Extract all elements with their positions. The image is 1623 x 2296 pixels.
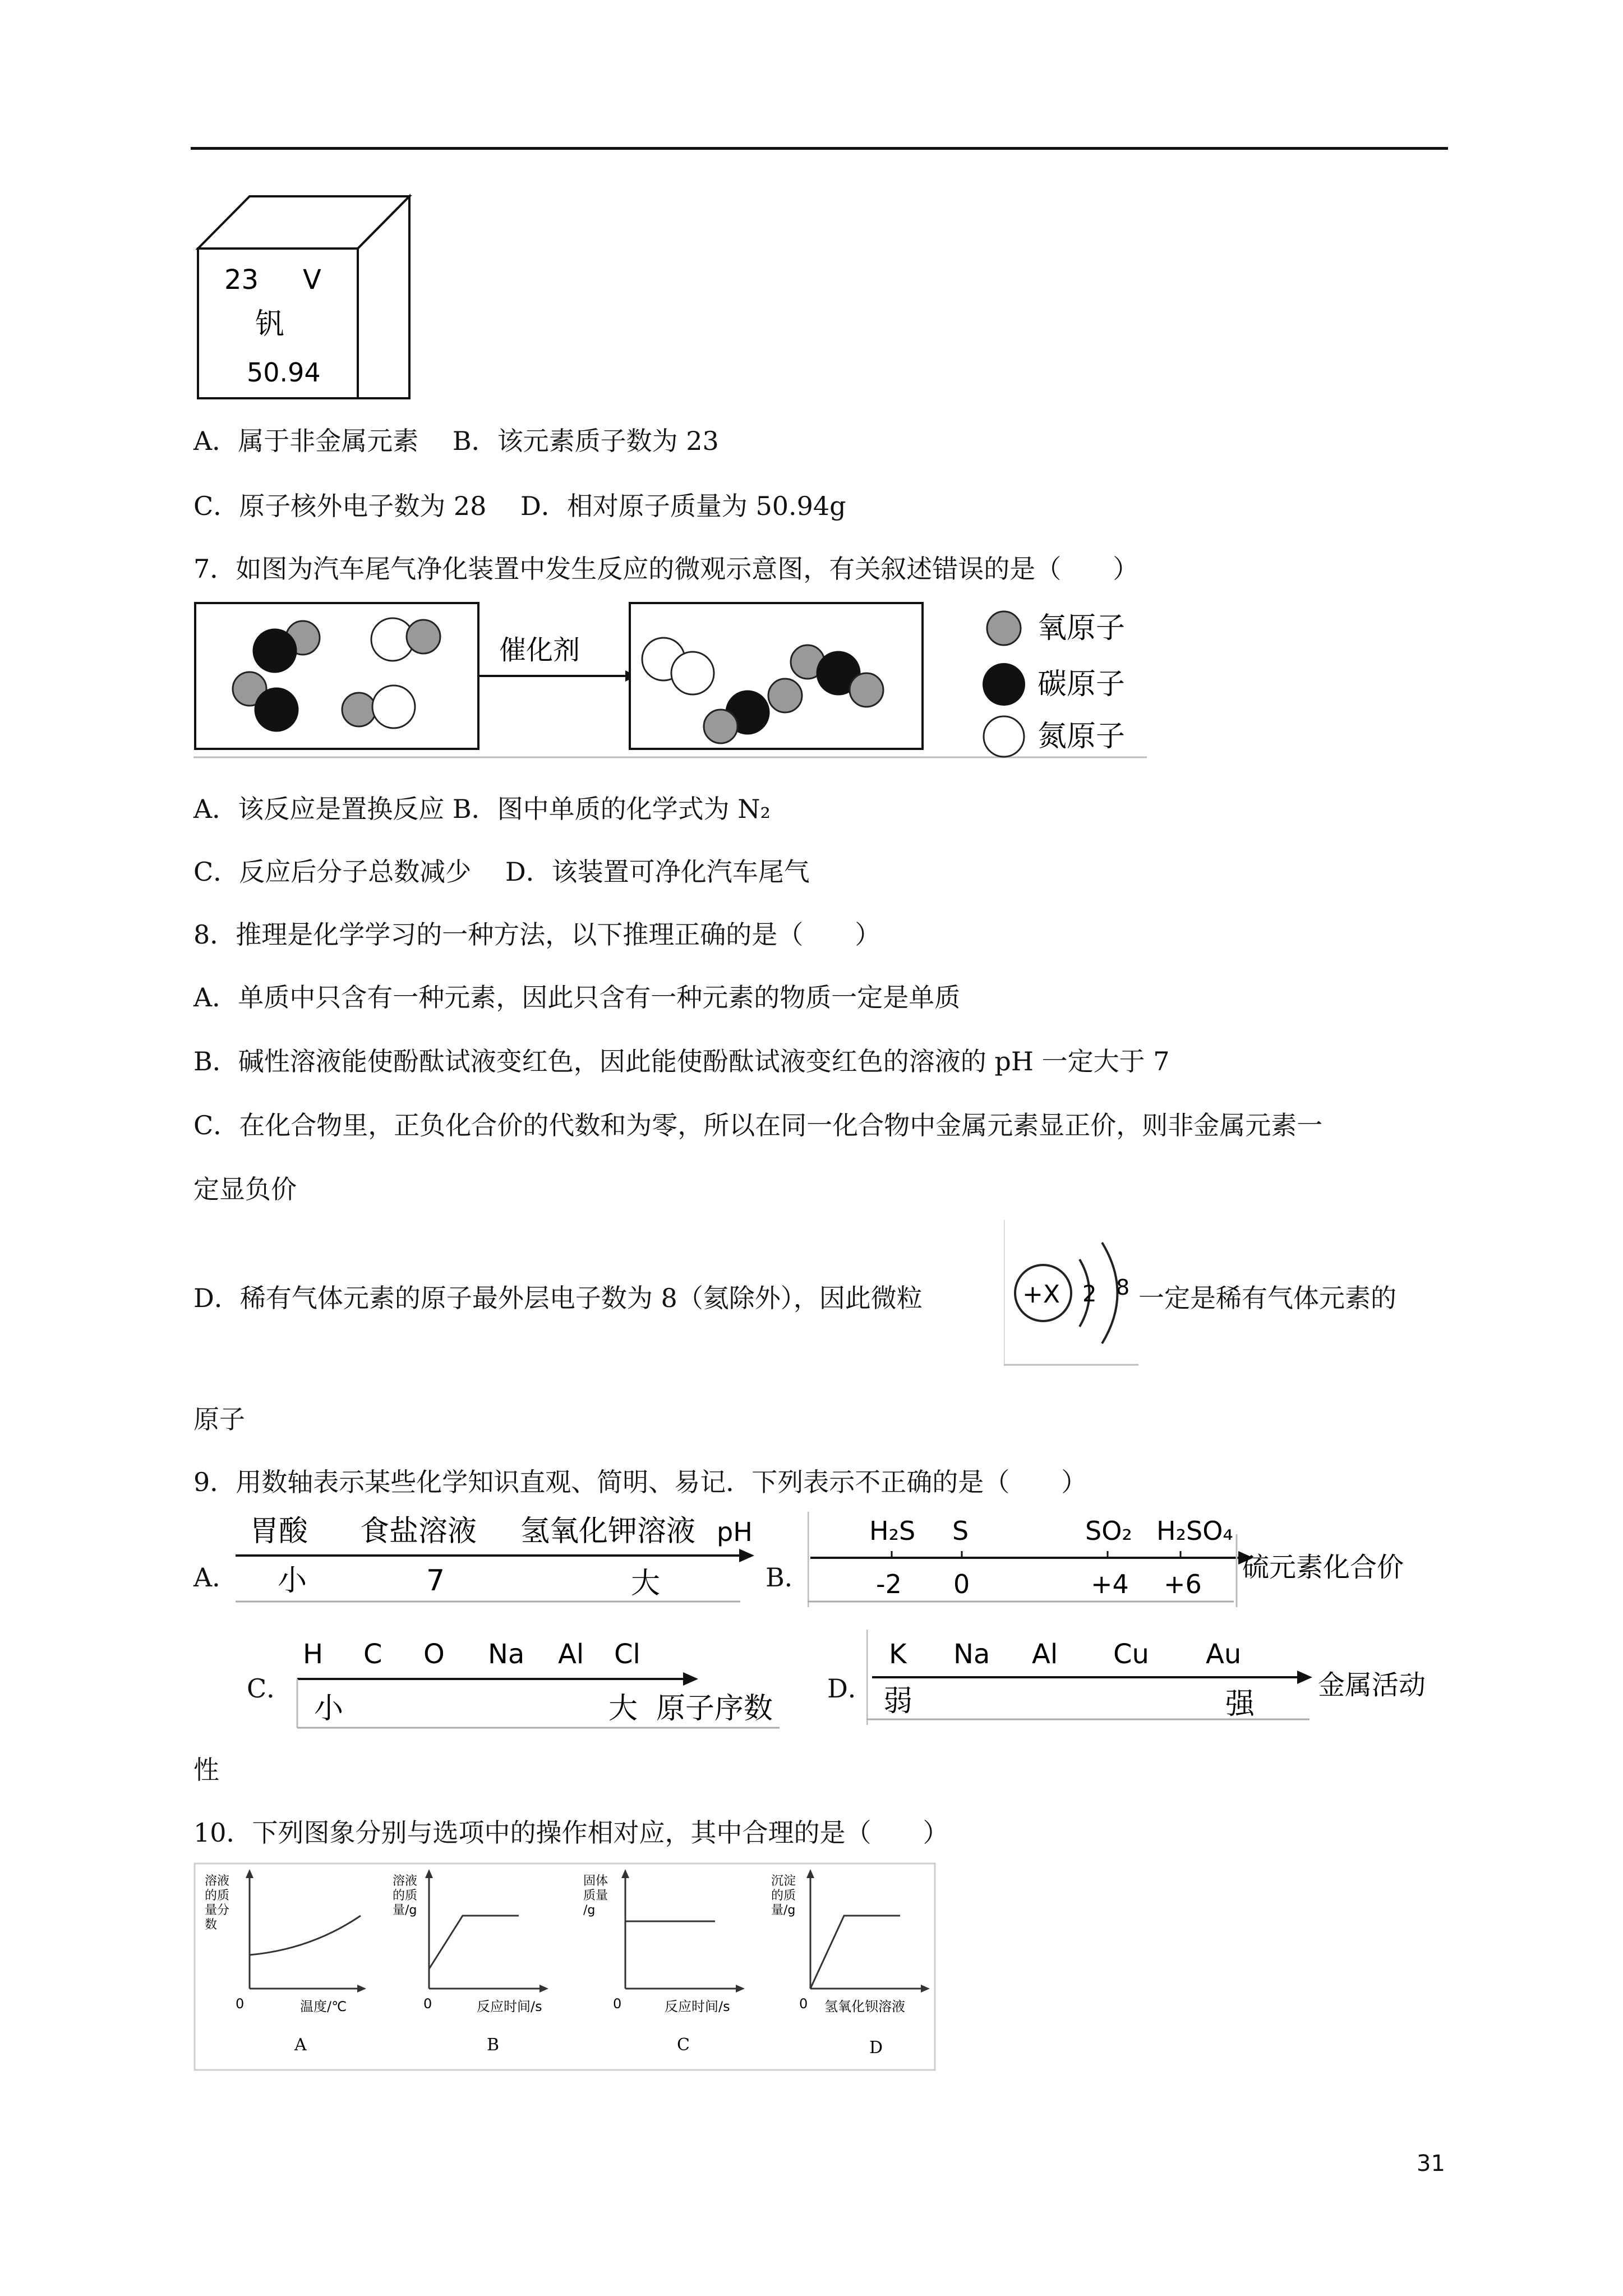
graph-a-ylabel: 溶液 <box>205 1874 230 1888</box>
axis-b-bottom: +6 <box>1164 1569 1202 1599</box>
q9-caption-wrap: 性 <box>193 1755 219 1785</box>
axis-d-caption: 金属活动 <box>1318 1669 1426 1701</box>
axis-b-bottom: -2 <box>876 1569 902 1599</box>
axis-a-label: 食盐溶液 <box>360 1515 477 1548</box>
axis-c-label: Al <box>558 1639 584 1670</box>
element-symbol: V <box>303 264 321 296</box>
axis-d-bottom: 弱 <box>883 1685 913 1718</box>
graph-c-label: C <box>677 2035 690 2055</box>
q8-option-b: B．碱性溶液能使酚酞试液变红色，因此能使酚酞试液变红色的溶液的 pH 一定大于 7 <box>193 1046 1170 1076</box>
header-rule <box>191 147 1448 150</box>
q8-option-c-line1: C．在化合物里，正负化合价的代数和为零，所以在同一化合物中金属元素显正价，则非金属元素一 <box>193 1110 1323 1140</box>
q8-option-d-end: 原子 <box>193 1404 245 1434</box>
axis-c-caption: 原子序数 <box>656 1692 773 1726</box>
axis-c-label: Cl <box>614 1639 640 1670</box>
axis-c-bottom: 小 <box>314 1692 344 1726</box>
axis-c-bottom: 大 <box>608 1692 638 1726</box>
axis-a-bottom: 大 <box>631 1567 661 1600</box>
axis-d-label: K <box>889 1639 907 1670</box>
axis-c-label: C <box>363 1639 382 1670</box>
q9-axis-c <box>292 1630 785 1736</box>
graph-a-origin: 0 <box>236 1996 245 2012</box>
q6-options-cd: C．原子核外电子数为 28 D．相对原子质量为 50.94g <box>193 491 846 521</box>
axis-b-label: SO₂ <box>1085 1516 1132 1546</box>
graph-b-label: B <box>487 2035 500 2055</box>
axis-d-bottom: 强 <box>1225 1687 1255 1721</box>
graph-a-ylabel: 量分 <box>205 1903 230 1917</box>
q9-c-letter: C． <box>247 1673 293 1704</box>
q8-option-d-suffix: 一定是稀有气体元素的 <box>1138 1283 1396 1313</box>
legend-nitrogen-label: 氮原子 <box>1038 720 1126 753</box>
axis-c-label: O <box>423 1639 445 1670</box>
graph-d-ylabel: 的质 <box>771 1889 796 1903</box>
axis-b-caption: 硫元素化合价 <box>1242 1552 1404 1583</box>
legend-nitrogen <box>984 716 1024 757</box>
q9-axis-d <box>866 1630 1427 1736</box>
q9-stem: 9．用数轴表示某些化学知识直观、简明、易记．下列表示不正确的是（ ） <box>193 1467 1087 1497</box>
axis-d-label: Cu <box>1113 1639 1149 1670</box>
axis-d-label: Au <box>1206 1639 1242 1670</box>
legend-oxygen-label: 氧原子 <box>1038 611 1126 645</box>
graph-d-ylabel: 量/g <box>771 1903 796 1917</box>
graph-c-origin: 0 <box>613 1996 622 2012</box>
graph-d-origin: 0 <box>799 1996 808 2012</box>
graph-c-ylabel: 质量 <box>583 1889 608 1903</box>
graph-c-xlabel: 反应时间/s <box>665 1999 730 2014</box>
shell-1-count: 2 <box>1082 1281 1097 1307</box>
reaction-diagram <box>193 597 1147 771</box>
legend-carbon-label: 碳原子 <box>1038 668 1126 701</box>
graph-c-ylabel: 固体 <box>583 1874 608 1888</box>
q7-options-ab: A．该反应是置换反应 B．图中单质的化学式为 N₂ <box>193 794 771 824</box>
graph-b-xlabel: 反应时间/s <box>477 1999 542 2014</box>
axis-b-bottom: 0 <box>953 1569 970 1599</box>
axis-a-bottom: 小 <box>278 1564 307 1598</box>
legend-oxygen <box>987 611 1021 645</box>
catalyst-label: 催化剂 <box>499 634 580 666</box>
particle-structure-diagram <box>1004 1220 1138 1366</box>
q6-options-ab: A．属于非金属元素 B．该元素质子数为 23 <box>193 426 719 456</box>
graph-d-label: D <box>869 2038 883 2058</box>
q7-stem: 7．如图为汽车尾气净化装置中发生反应的微观示意图，有关叙述错误的是（ ） <box>193 554 1139 584</box>
q8-option-d-prefix: D．稀有气体元素的原子最外层电子数为 8（氦除外），因此微粒 <box>193 1283 923 1313</box>
graph-a-xlabel: 温度/℃ <box>300 1999 347 2014</box>
element-mass: 50.94 <box>247 357 321 388</box>
legend-carbon <box>983 663 1025 706</box>
q8-option-c-line2: 定显负价 <box>193 1174 297 1204</box>
axis-a-label: 胃酸 <box>250 1515 308 1548</box>
q9-axis-a <box>236 1512 763 1607</box>
element-card <box>193 191 418 404</box>
q9-b-letter: B． <box>766 1562 810 1593</box>
element-name: 钒 <box>255 307 285 341</box>
axis-d-label: Al <box>1032 1639 1058 1670</box>
q9-axis-b <box>808 1512 1424 1607</box>
axis-b-label: S <box>952 1516 969 1546</box>
nucleus-charge: +X <box>1022 1280 1061 1309</box>
q10-stem: 10．下列图象分别与选项中的操作相对应，其中合理的是（ ） <box>193 1818 949 1848</box>
q9-d-letter: D． <box>827 1673 874 1704</box>
axis-c-label: Na <box>488 1639 525 1670</box>
graph-d-ylabel: 沉淀 <box>771 1874 796 1888</box>
graph-b-ylabel: 的质 <box>393 1889 418 1903</box>
q8-stem: 8．推理是化学学习的一种方法，以下推理正确的是（ ） <box>193 919 881 950</box>
graph-a-ylabel: 数 <box>205 1918 218 1932</box>
graph-b-origin: 0 <box>423 1996 432 2012</box>
graph-d-xlabel: 氢氧化钡溶液 <box>824 1999 905 2014</box>
axis-b-bottom: +4 <box>1091 1569 1129 1599</box>
axis-b-label: H₂SO₄ <box>1156 1516 1233 1546</box>
graph-b-ylabel: 量/g <box>393 1903 417 1917</box>
q10-graphs <box>193 1862 939 2076</box>
axis-a-label: 氢氧化钾溶液 <box>520 1515 696 1548</box>
axis-b-label: H₂S <box>869 1516 916 1546</box>
graph-b-ylabel: 溶液 <box>393 1874 418 1888</box>
graph-a-label: A <box>294 2035 307 2055</box>
graph-c-ylabel: /g <box>583 1903 596 1917</box>
axis-a-end-label: pH <box>717 1517 753 1547</box>
axis-d-label: Na <box>953 1639 990 1670</box>
element-number: 23 <box>224 264 259 296</box>
axis-a-bottom: 7 <box>426 1564 445 1598</box>
shell-2-count: 8 <box>1116 1275 1130 1300</box>
q8-option-a: A．单质中只含有一种元素，因此只含有一种元素的物质一定是单质 <box>193 982 961 1013</box>
q9-a-letter: A． <box>193 1562 238 1593</box>
axis-c-label: H <box>303 1639 324 1670</box>
q7-options-cd: C．反应后分子总数减少 D．该装置可净化汽车尾气 <box>193 857 810 887</box>
graph-a-ylabel: 的质 <box>205 1889 230 1903</box>
page-number: 31 <box>1417 2151 1445 2177</box>
